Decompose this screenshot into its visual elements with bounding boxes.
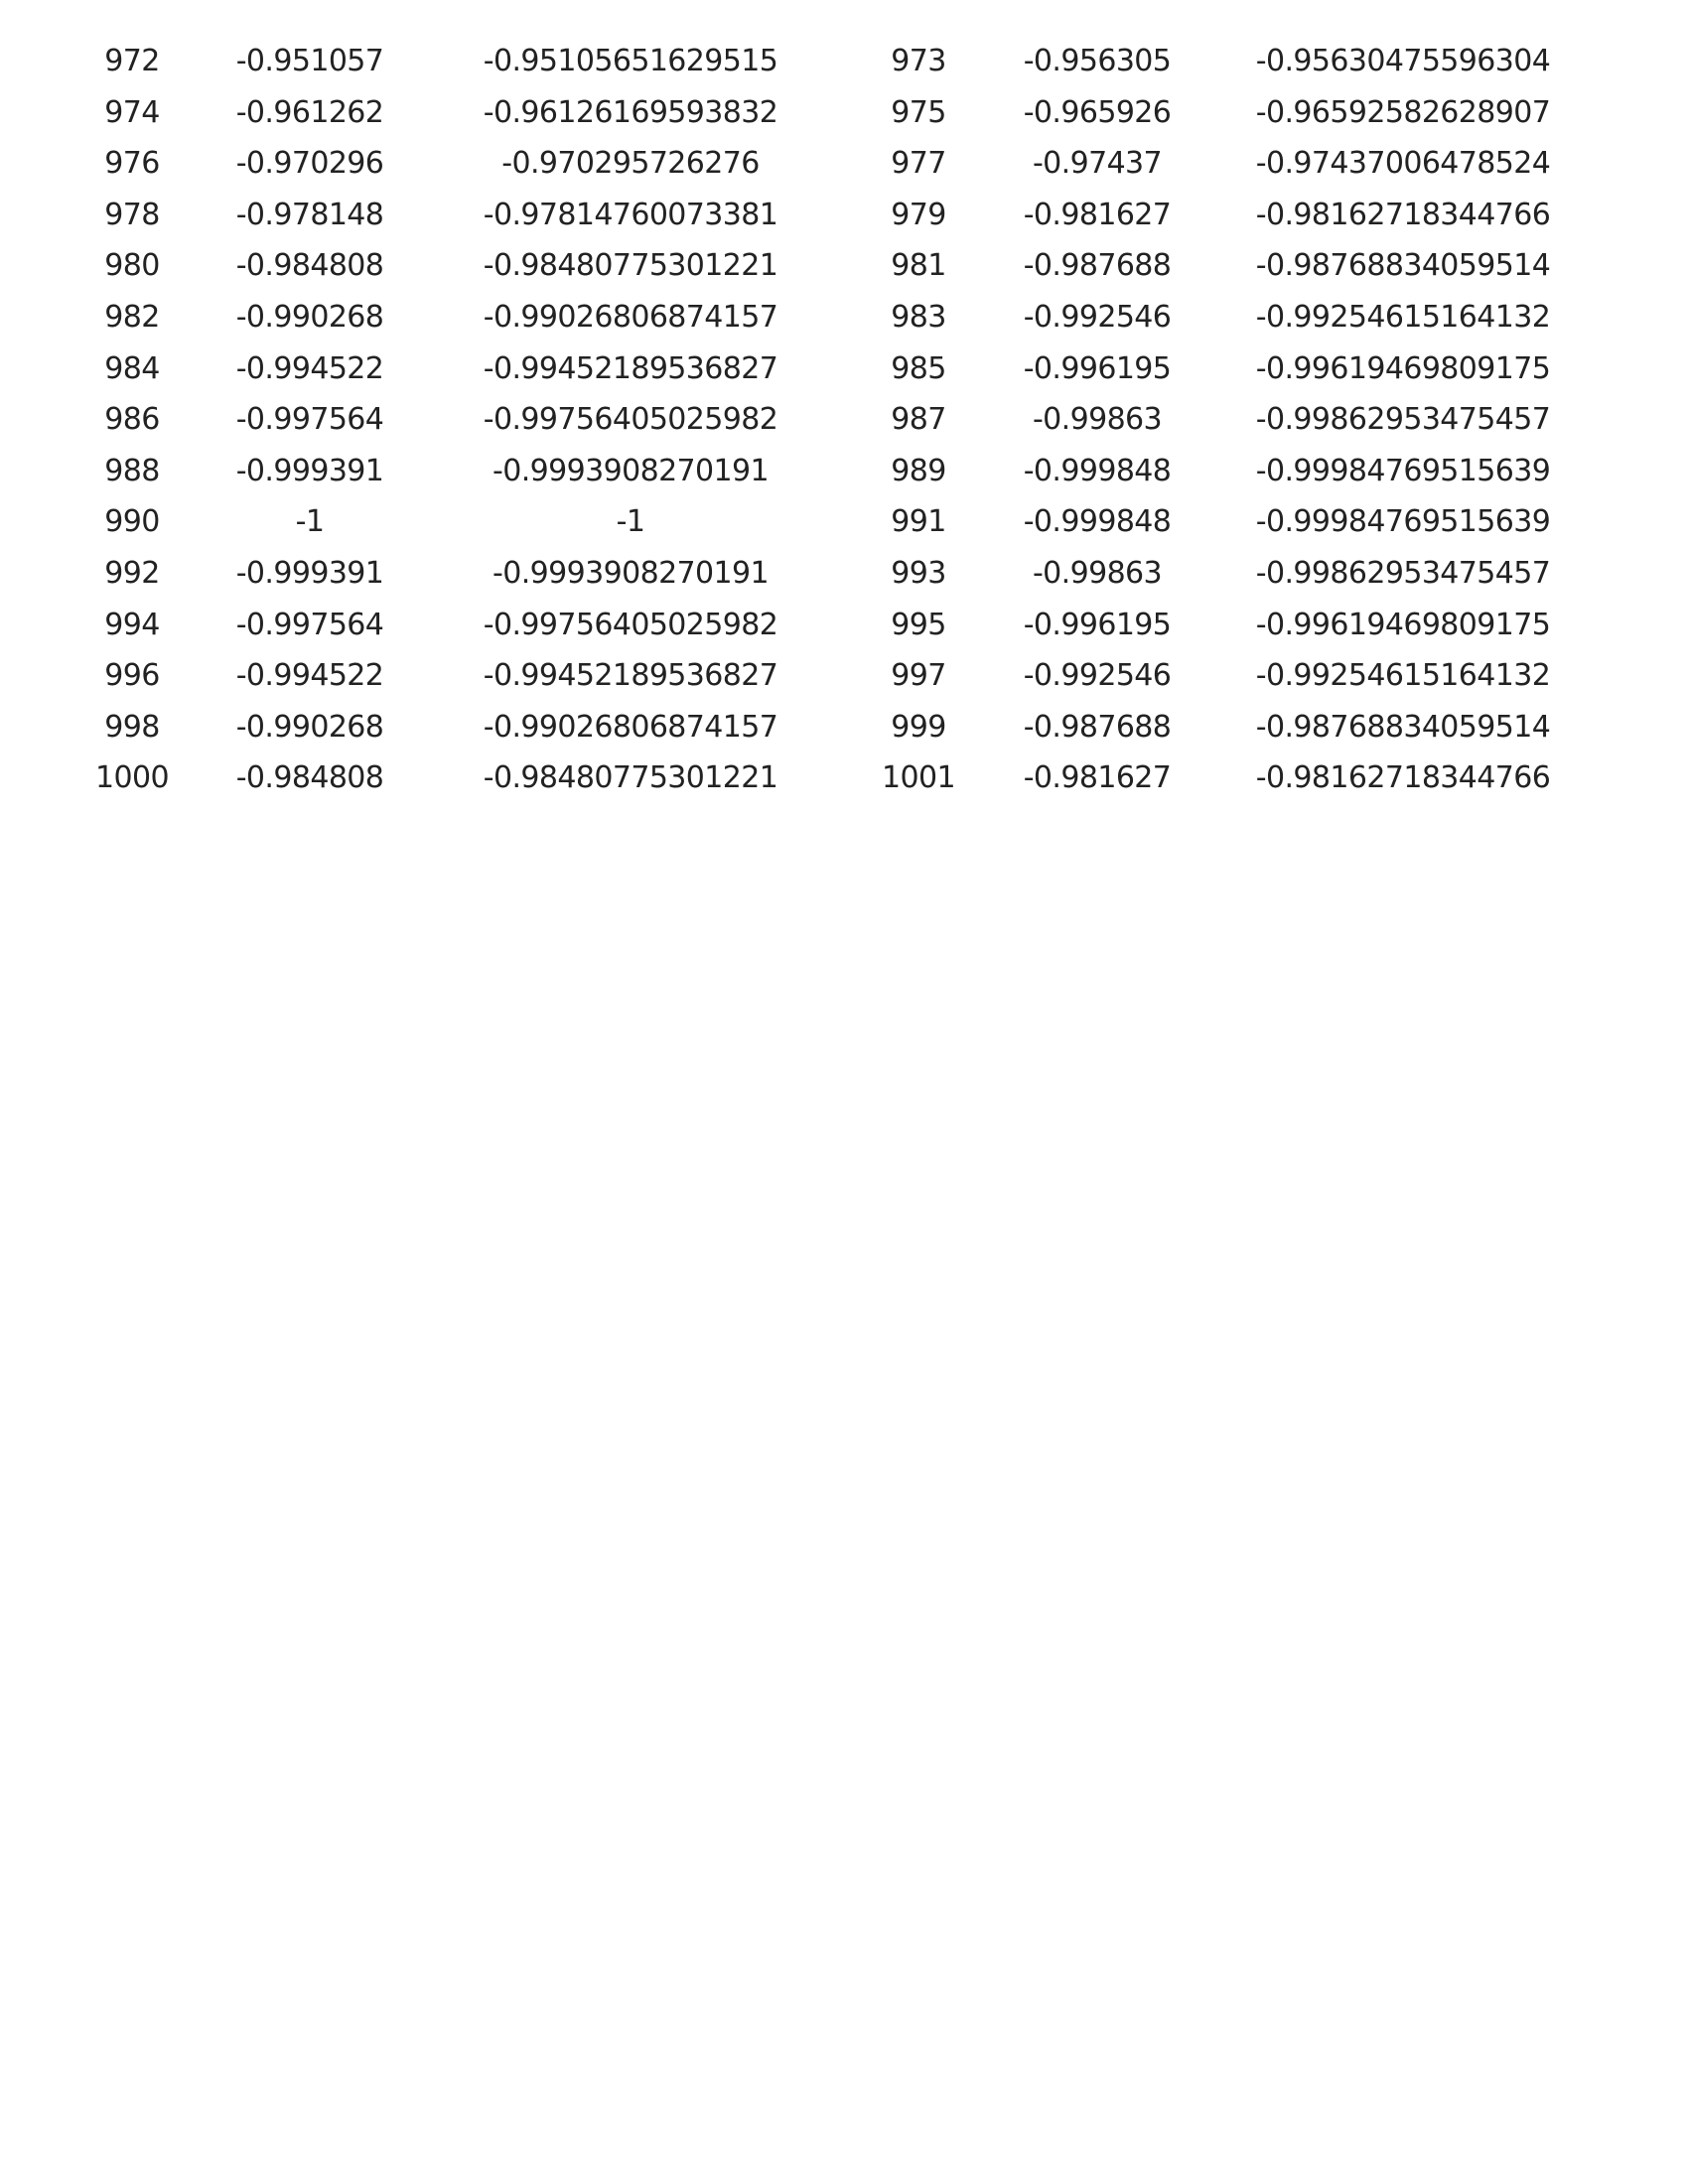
table-row <box>0 496 1688 548</box>
table-row <box>0 292 1688 343</box>
right-approx-value-cell: -0.996195 <box>1023 350 1172 386</box>
right-approx-value-cell: -0.999848 <box>1023 453 1172 488</box>
left-approx-value-cell: -0.978148 <box>235 197 384 232</box>
right-index-cell: 981 <box>891 248 946 284</box>
table-row <box>0 190 1688 241</box>
left-index-cell: 972 <box>104 44 160 78</box>
right-exact-value-cell: -0.99984769515639 <box>1255 504 1551 540</box>
left-index-cell: 990 <box>104 504 160 540</box>
right-exact-value-cell: -0.99619469809175 <box>1255 350 1551 386</box>
left-exact-value-cell: -0.97814760073381 <box>483 197 778 232</box>
left-index-cell: 984 <box>104 350 160 386</box>
left-approx-value-cell: -0.990268 <box>235 299 384 335</box>
right-exact-value-cell: -0.96592582628907 <box>1255 94 1551 130</box>
right-index-cell: 999 <box>891 709 946 745</box>
left-exact-value-cell: -0.99756405025982 <box>483 607 778 642</box>
right-index-cell: 977 <box>891 146 946 182</box>
right-approx-value-cell: -0.987688 <box>1023 709 1172 745</box>
right-approx-value-cell: -0.992546 <box>1023 658 1172 694</box>
right-index-cell: 995 <box>891 607 946 642</box>
left-approx-value-cell: -0.984808 <box>235 248 384 284</box>
left-index-cell: 986 <box>104 402 160 438</box>
left-index-cell: 982 <box>104 299 160 335</box>
left-index-cell: 978 <box>104 197 160 232</box>
left-approx-value-cell: -0.994522 <box>235 350 384 386</box>
right-index-cell: 975 <box>891 94 946 130</box>
left-approx-value-cell: -0.961262 <box>235 94 384 130</box>
left-approx-value-cell: -0.984808 <box>235 760 384 796</box>
right-exact-value-cell: -0.98768834059514 <box>1255 248 1551 284</box>
right-index-cell: 985 <box>891 350 946 386</box>
value-table <box>0 36 1688 804</box>
right-exact-value-cell: -0.99254615164132 <box>1255 299 1551 335</box>
right-index-cell: 973 <box>891 44 946 78</box>
left-approx-value-cell: -0.994522 <box>235 658 384 694</box>
right-approx-value-cell: -0.981627 <box>1023 760 1172 796</box>
right-exact-value-cell: -0.97437006478524 <box>1255 146 1551 182</box>
right-approx-value-cell: -0.999848 <box>1023 504 1172 540</box>
left-exact-value-cell: -0.970295726276 <box>501 146 760 182</box>
right-exact-value-cell: -0.98162718344766 <box>1255 760 1551 796</box>
right-exact-value-cell: -0.99862953475457 <box>1255 555 1551 591</box>
left-exact-value-cell: -0.99026806874157 <box>483 299 778 335</box>
left-approx-value-cell: -0.990268 <box>235 709 384 745</box>
left-index-cell: 994 <box>104 607 160 642</box>
left-index-cell: 976 <box>104 146 160 182</box>
left-approx-value-cell: -0.951057 <box>235 44 384 78</box>
table-row <box>0 394 1688 446</box>
table-row <box>0 548 1688 600</box>
left-index-cell: 996 <box>104 658 160 694</box>
right-exact-value-cell: -0.99862953475457 <box>1255 402 1551 438</box>
left-approx-value-cell: -0.999391 <box>235 453 384 488</box>
left-exact-value-cell: -1 <box>616 504 645 540</box>
right-exact-value-cell: -0.98768834059514 <box>1255 709 1551 745</box>
right-index-cell: 997 <box>891 658 946 694</box>
left-index-cell: 980 <box>104 248 160 284</box>
left-exact-value-cell: -0.9993908270191 <box>492 453 769 488</box>
left-approx-value-cell: -0.970296 <box>235 146 384 182</box>
left-exact-value-cell: -0.99452189536827 <box>483 658 778 694</box>
table-row <box>0 240 1688 292</box>
right-exact-value-cell: -0.99619469809175 <box>1255 607 1551 642</box>
left-approx-value-cell: -0.997564 <box>235 607 384 642</box>
table-row <box>0 87 1688 139</box>
right-index-cell: 989 <box>891 453 946 488</box>
right-index-cell: 991 <box>891 504 946 540</box>
table-row <box>0 36 1688 87</box>
left-exact-value-cell: -0.95105651629515 <box>483 44 778 78</box>
table-row <box>0 650 1688 702</box>
table-row <box>0 702 1688 753</box>
right-approx-value-cell: -0.981627 <box>1023 197 1172 232</box>
right-exact-value-cell: -0.98162718344766 <box>1255 197 1551 232</box>
left-approx-value-cell: -0.997564 <box>235 402 384 438</box>
left-index-cell: 992 <box>104 555 160 591</box>
left-exact-value-cell: -0.98480775301221 <box>483 760 778 796</box>
right-approx-value-cell: -0.996195 <box>1023 607 1172 642</box>
right-approx-value-cell: -0.99863 <box>1032 402 1163 438</box>
right-approx-value-cell: -0.992546 <box>1023 299 1172 335</box>
right-index-cell: 979 <box>891 197 946 232</box>
right-exact-value-cell: -0.95630475596304 <box>1255 44 1551 78</box>
right-approx-value-cell: -0.99863 <box>1032 555 1163 591</box>
table-row <box>0 752 1688 804</box>
left-approx-value-cell: -0.999391 <box>235 555 384 591</box>
table-row <box>0 600 1688 651</box>
right-approx-value-cell: -0.956305 <box>1023 44 1172 78</box>
right-exact-value-cell: -0.99984769515639 <box>1255 453 1551 488</box>
left-exact-value-cell: -0.99026806874157 <box>483 709 778 745</box>
right-approx-value-cell: -0.97437 <box>1032 146 1163 182</box>
right-index-cell: 987 <box>891 402 946 438</box>
left-exact-value-cell: -0.96126169593832 <box>483 94 778 130</box>
left-index-cell: 988 <box>104 453 160 488</box>
left-index-cell: 974 <box>104 94 160 130</box>
left-exact-value-cell: -0.98480775301221 <box>483 248 778 284</box>
left-exact-value-cell: -0.99756405025982 <box>483 402 778 438</box>
table-row <box>0 138 1688 190</box>
left-exact-value-cell: -0.9993908270191 <box>492 555 769 591</box>
table-row <box>0 446 1688 497</box>
right-exact-value-cell: -0.99254615164132 <box>1255 658 1551 694</box>
right-index-cell: 993 <box>891 555 946 591</box>
table-row <box>0 343 1688 395</box>
left-exact-value-cell: -0.99452189536827 <box>483 350 778 386</box>
right-index-cell: 983 <box>891 299 946 335</box>
left-approx-value-cell: -1 <box>295 504 325 540</box>
right-approx-value-cell: -0.987688 <box>1023 248 1172 284</box>
left-index-cell: 1000 <box>95 760 169 796</box>
right-index-cell: 1001 <box>882 760 955 796</box>
left-index-cell: 998 <box>104 709 160 745</box>
right-approx-value-cell: -0.965926 <box>1023 94 1172 130</box>
